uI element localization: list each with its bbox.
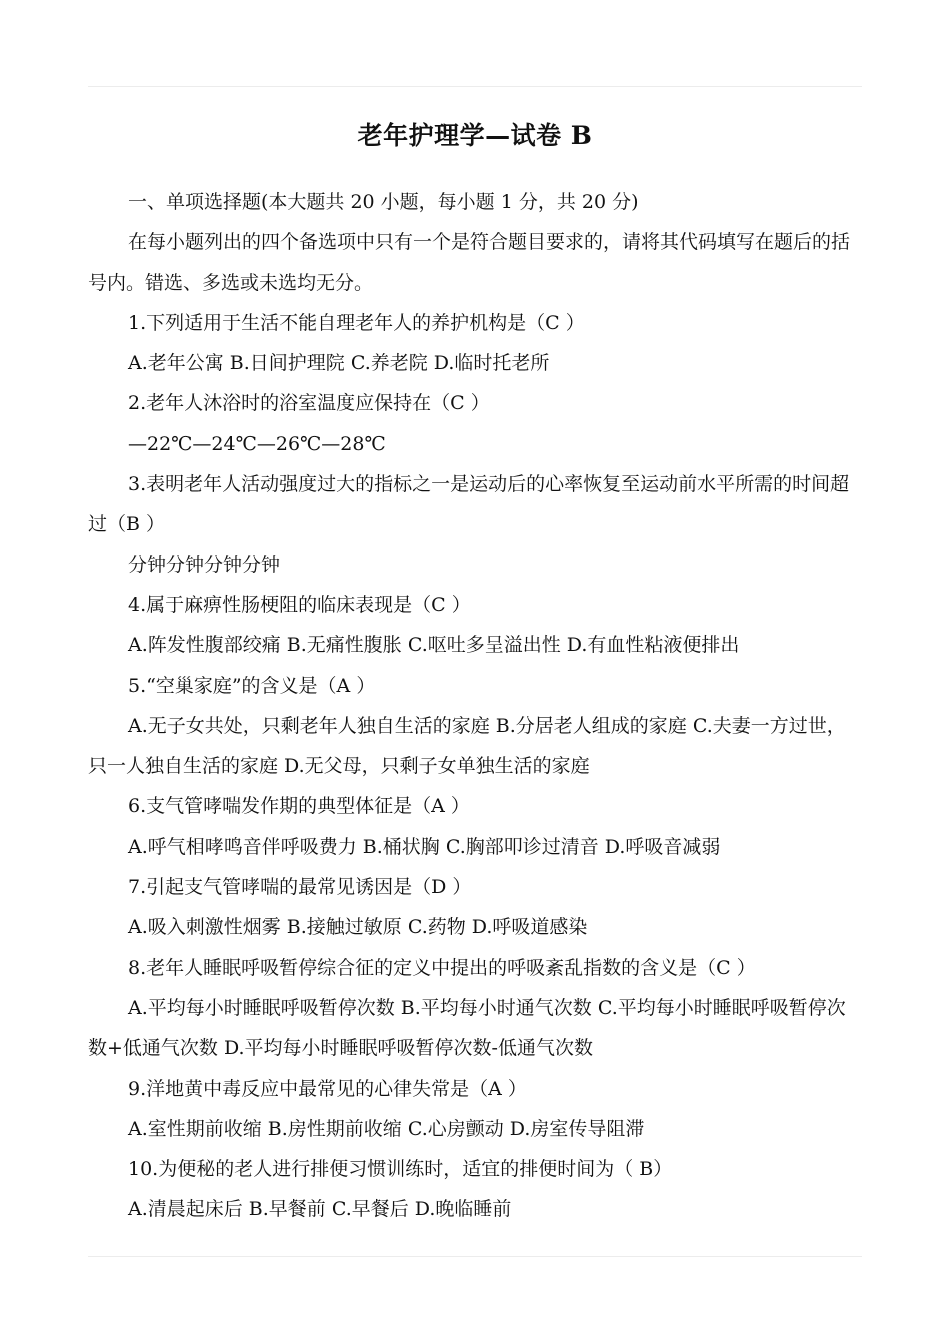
question-options: A.吸入刺激性烟雾 B.接触过敏原 C.药物 D.呼吸道感染 — [128, 916, 588, 939]
question-stem: 1.下列适用于生活不能自理老年人的养护机构是（C ） — [128, 311, 585, 334]
question-options: A.清晨起床后 B.早餐前 C.早餐后 D.晚临睡前 — [128, 1198, 512, 1221]
question-options: A.呼气相哮鸣音伴呼吸费力 B.桶状胸 C.胸部叩诊过清音 D.呼吸音减弱 — [128, 835, 721, 858]
section-instructions: 在每小题列出的四个备选项中只有一个是符合题目要求的，请将其代码填写在题后的括号内。错选、多选或未选均无分。 — [88, 231, 851, 294]
question-stem: 5.“空巢家庭”的含义是（A ） — [128, 674, 376, 697]
question-stem: 7.引起支气管哮喘的最常见诱因是（D ） — [128, 876, 472, 899]
question-stem: 2.老年人沐浴时的浴室温度应保持在（C ） — [128, 392, 490, 415]
question-stem: 6.支气管哮喘发作期的典型体征是（A ） — [128, 795, 470, 818]
exam-content — [88, 182, 862, 1230]
question-options: —22℃—24℃—26℃—28℃ — [128, 432, 386, 455]
exam-title: 老年护理学—试卷 B — [357, 121, 593, 150]
question-options: A.平均每小时睡眠呼吸暂停次数 B.平均每小时通气次数 C.平均每小时睡眠呼吸暂停次数+低通气次数 D.平均每小时睡眠呼吸暂停次数-低通气次数 — [88, 996, 846, 1060]
question-stem: 9.洋地黄中毒反应中最常见的心律失常是（A ） — [128, 1077, 527, 1100]
question-options: 分钟分钟分钟分钟 — [128, 553, 281, 576]
question-stem: 3.表明老年人活动强度过大的指标之一是运动后的心率恢复至运动前水平所需的时间超过（B ） — [88, 473, 850, 536]
bottom-divider — [88, 1256, 862, 1257]
top-divider — [88, 86, 862, 87]
question-options: A.无子女共处，只剩老年人独自生活的家庭 B.分居老人组成的家庭 C.夫妻一方过世，只一人独自生活的家庭 D.无父母，只剩子女单独生活的家庭 — [88, 714, 846, 778]
section-heading: 一、单项选择题(本大题共 20 小题，每小题 1 分，共 20 分) — [128, 191, 639, 213]
question-stem: 4.属于麻痹性肠梗阻的临床表现是（C ） — [128, 593, 471, 616]
question-options: A.老年公寓 B.日间护理院 C.养老院 D.临时托老所 — [128, 352, 550, 375]
question-stem: 10.为便秘的老人进行排便习惯训练时，适宜的排便时间为（ B） — [128, 1158, 673, 1181]
question-options: A.室性期前收缩 B.房性期前收缩 C.心房颤动 D.房室传导阻滞 — [128, 1117, 645, 1140]
question-options: A.阵发性腹部绞痛 B.无痛性腹胀 C.呕吐多呈溢出性 D.有血性粘液便排出 — [128, 634, 740, 657]
question-stem: 8.老年人睡眠呼吸暂停综合征的定义中提出的呼吸紊乱指数的含义是（C ） — [128, 956, 756, 979]
